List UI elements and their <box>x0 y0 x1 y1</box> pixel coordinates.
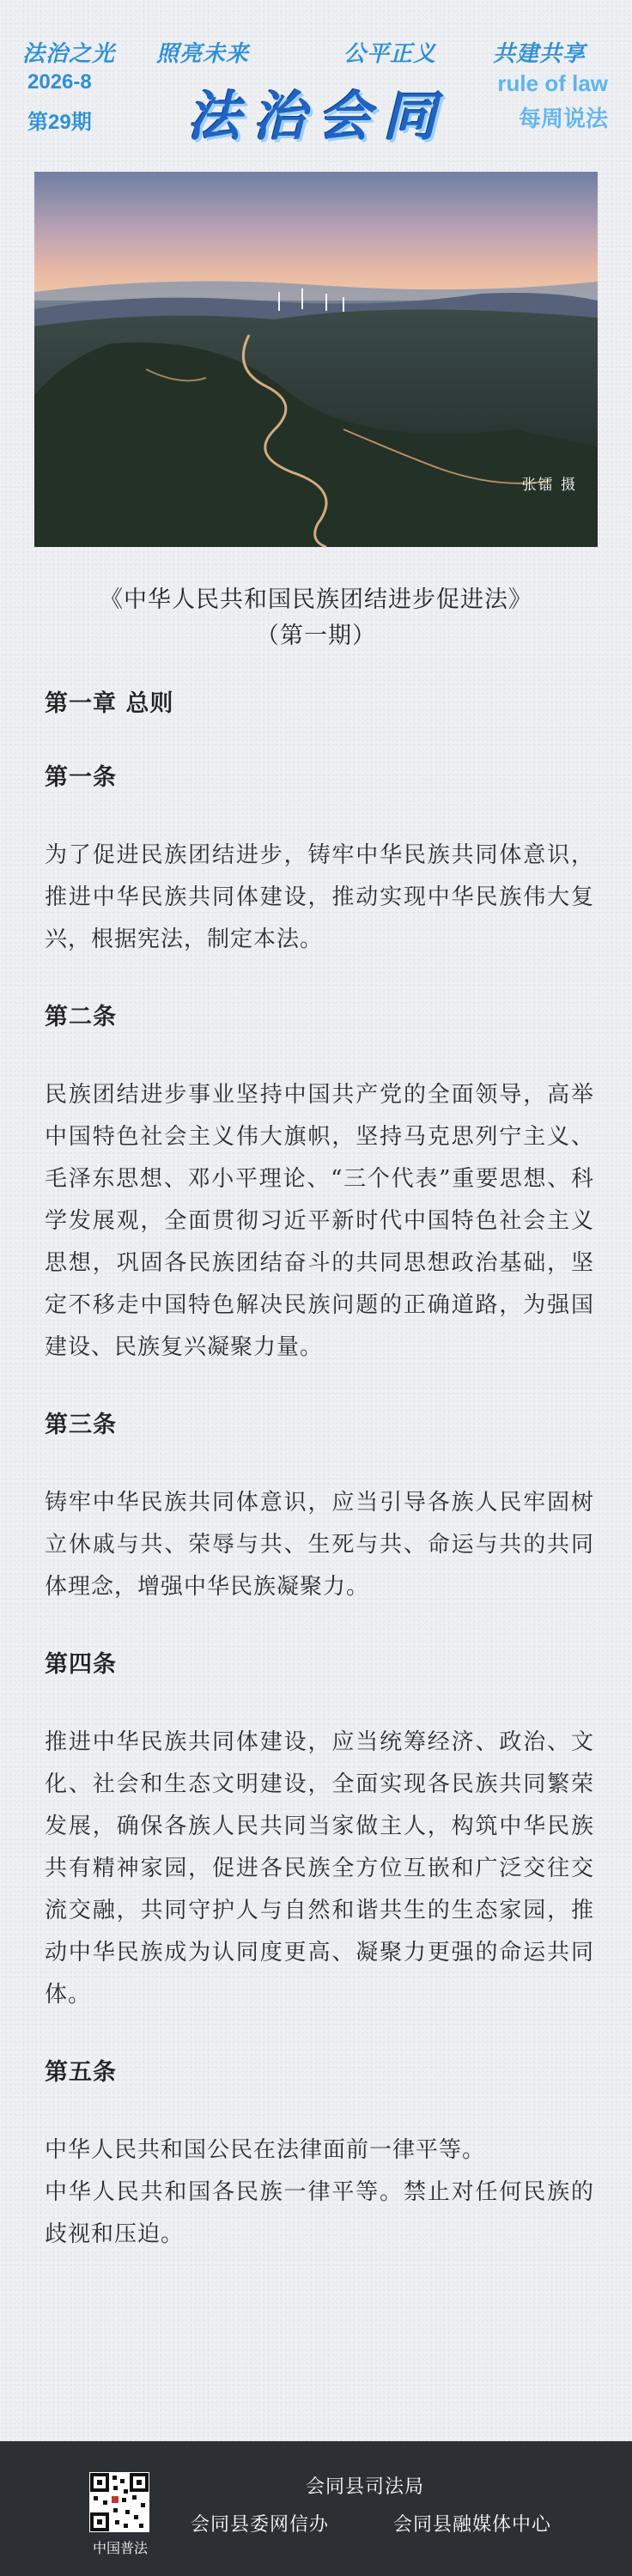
article-2-text: 民族团结进步事业坚持中国共产党的全面领导，高举中国特色社会主义伟大旗帜，坚持马克思列宁主义、毛泽东思想、邓小平理论、“三个代表”重要思想、科学发展观，全面贯彻习近平新时代中国特色社会主义思想，巩固各民族团结奋斗的共同思想政治基础，坚定不移走中国特色解决民族问题的正确道路，为强国建设、民族复兴凝聚力量。 <box>45 1082 594 1360</box>
article-1-heading: 第一条 <box>45 764 117 791</box>
landscape-illustration <box>34 172 598 547</box>
tagline-chinese: 每周说法 <box>518 106 608 131</box>
masthead-title: 法治会同 <box>186 85 448 148</box>
slogan-4: 共建共享 <box>493 41 586 67</box>
article-1-text: 为了促进民族团结进步，铸牢中华民族共同体意识，推进中华民族共同体建设，推动实现中华民族伟大复兴，根据宪法，制定本法。 <box>45 842 594 952</box>
document-body <box>45 687 594 2256</box>
header <box>0 0 632 172</box>
article-3-text: 铸牢中华民族共同体意识，应当引导各族人民牢固树立休戚与共、荣辱与共、生死与共、命运与共的共同体理念，增强中华民族凝聚力。 <box>45 1490 594 1600</box>
document-title: 《中华人民共和国民族团结进步促进法》 <box>100 586 532 613</box>
slogan-1: 法治之光 <box>22 41 116 67</box>
article-3-heading: 第三条 <box>45 1412 117 1438</box>
qr-code-icon <box>89 2472 149 2532</box>
landscape-photo <box>34 172 598 547</box>
article-4-heading: 第四条 <box>45 1651 117 1678</box>
slogan-2: 照亮未来 <box>156 41 250 67</box>
document-part: （第一期） <box>256 623 376 649</box>
article-4-text: 推进中华民族共同体建设，应当统筹经济、政治、文化、社会和生态文明建设，全面实现各民族共同繁荣发展，确保各族人民共同当家做主人，构筑中华民族共有精神家园，促进各民族全方位互嵌和广泛交往交流交融，共同守护人与自然和谐共生的生态家园，推动中华民族成为认同度更高、凝聚力更强的命运共同体。 <box>45 1729 594 2008</box>
qr-code[interactable] <box>89 2472 149 2532</box>
photo-credit: 张镭 摄 <box>521 477 577 494</box>
issue-number: 第29期 <box>27 111 92 134</box>
article-5-text: 中华人民共和国公民在法律面前一律平等。 <box>45 2137 486 2163</box>
qr-label: 中国普法 <box>92 2540 148 2556</box>
issue-date: 2026-8 <box>27 70 92 94</box>
article-2-heading: 第二条 <box>45 1004 117 1030</box>
slogan-3: 公平正义 <box>343 41 437 67</box>
footer <box>0 2441 632 2576</box>
chapter-heading: 第一章 总则 <box>45 690 174 717</box>
article-5-text-2: 中华人民共和国各民族一律平等。禁止对任何民族的歧视和压迫。 <box>45 2179 594 2247</box>
footer-org-cyberspace: 会同县委网信办 <box>191 2514 330 2536</box>
footer-org-media: 会同县融媒体中心 <box>393 2514 552 2536</box>
tagline-english: rule of law <box>497 70 608 96</box>
article-5-heading: 第五条 <box>45 2059 117 2086</box>
footer-org-judicial: 会同县司法局 <box>306 2476 425 2498</box>
